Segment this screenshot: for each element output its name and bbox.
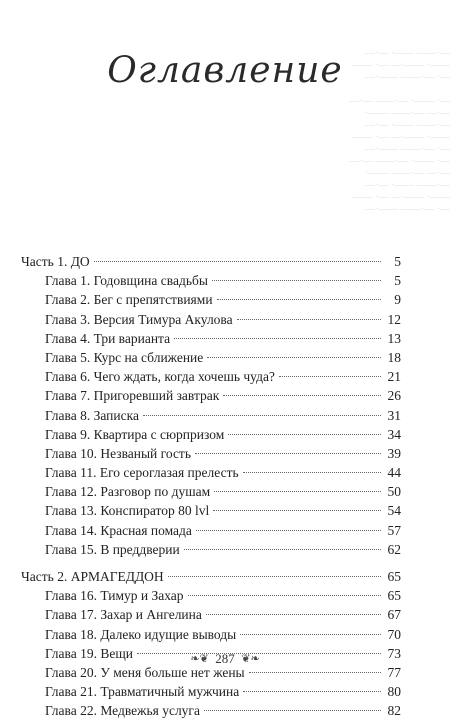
toc-chapter-entry xyxy=(21,605,401,624)
toc-entry-title: Глава 16. Тимур и Захар xyxy=(45,588,184,604)
toc-entry-title: Глава 18. Далеко идущие выводы xyxy=(45,626,237,642)
toc-entry-title: Глава 15. В преддверии xyxy=(45,541,180,557)
toc-entry-title: Глава 10. Незваный гость xyxy=(45,445,191,461)
toc-leader-dots xyxy=(196,530,381,531)
toc-leader-dots xyxy=(249,672,381,673)
toc-leader-dots xyxy=(168,576,381,577)
toc-entry-title: Глава 17. Захар и Ангелина xyxy=(45,607,202,623)
toc-leader-dots xyxy=(204,710,381,711)
toc-entry-page: 26 xyxy=(387,388,401,404)
toc-entry-title: Глава 12. Разговор по душам xyxy=(45,484,211,500)
toc-entry-page: 80 xyxy=(387,684,401,700)
toc-entry-page: 50 xyxy=(387,484,401,500)
toc-leader-dots xyxy=(240,634,381,635)
toc-entry-page: 9 xyxy=(394,292,401,308)
toc-entry-page: 77 xyxy=(387,664,401,680)
toc-entry-page: 12 xyxy=(387,311,401,327)
page-footer xyxy=(0,651,450,667)
toc-chapter-entry xyxy=(21,348,401,367)
toc-entry-title: Глава 3. Версия Тимура Акулова xyxy=(45,311,233,327)
toc-entry-title: Глава 6. Чего ждать, когда хочешь чуда? xyxy=(45,369,275,385)
toc-chapter-entry xyxy=(21,271,401,290)
toc-leader-dots xyxy=(223,395,381,396)
toc-entry-title: Глава 14. Красная помада xyxy=(45,522,192,538)
toc-chapter-entry xyxy=(21,329,401,348)
toc-entry-page: 73 xyxy=(387,645,401,661)
toc-leader-dots xyxy=(237,319,381,320)
toc-chapter-entry xyxy=(21,701,401,720)
toc-entry-title: Глава 13. Конспиратор 80 lvl xyxy=(45,503,210,519)
toc-entry-page: 65 xyxy=(387,569,401,584)
toc-entry-page: 65 xyxy=(387,588,401,604)
toc-leader-dots xyxy=(174,338,381,339)
toc-leader-dots xyxy=(243,472,381,473)
toc-entry-page: 39 xyxy=(387,445,401,461)
toc-chapter-entry xyxy=(21,586,401,605)
toc-entry-title: Глава 5. Курс на сближение xyxy=(45,349,204,365)
toc-entry-title: Глава 22. Медвежья услуга xyxy=(45,703,200,719)
toc-entry-title: Глава 9. Квартира с сюрпризом xyxy=(45,426,225,442)
toc-leader-dots xyxy=(279,376,381,377)
toc-leader-dots xyxy=(217,299,381,300)
toc-leader-dots xyxy=(212,280,381,281)
toc-entry-title: Глава 11. Его сероглазая прелесть xyxy=(45,465,239,481)
toc-entry-page: 44 xyxy=(387,465,401,481)
toc-chapter-entry xyxy=(21,310,401,329)
toc-leader-dots xyxy=(184,549,381,550)
toc-chapter-entry xyxy=(21,444,401,463)
toc-entry-title: Глава 4. Три варианта xyxy=(45,330,171,346)
toc-leader-dots xyxy=(214,491,381,492)
toc-entry-page: 18 xyxy=(387,349,401,365)
toc-entry-page: 70 xyxy=(387,626,401,642)
toc-entry-page: 21 xyxy=(387,369,401,385)
toc-entry-title: Глава 19. Вещи xyxy=(45,645,133,661)
toc-entry-page: 13 xyxy=(387,330,401,346)
toc-entry-title: Глава 1. Годовщина свадьбы xyxy=(45,273,208,289)
toc-chapter-entry xyxy=(21,463,401,482)
toc-chapter-entry xyxy=(21,540,401,559)
toc-entry-title: Глава 8. Записка xyxy=(45,407,139,423)
toc-leader-dots xyxy=(228,434,381,435)
toc-leader-dots xyxy=(206,614,381,615)
toc-entry-title: Глава 2. Бег с препятствиями xyxy=(45,292,213,308)
toc-entry-page: 31 xyxy=(387,407,401,423)
ornament-icon: ❦❧ xyxy=(241,653,260,665)
toc-chapter-entry xyxy=(21,425,401,444)
toc-entry-page: 34 xyxy=(387,426,401,442)
toc-leader-dots xyxy=(195,453,381,454)
toc-leader-dots xyxy=(188,595,381,596)
toc-entry-page: 54 xyxy=(387,503,401,519)
toc-entry-title: Часть 1. ДО xyxy=(21,254,90,269)
toc-chapter-entry xyxy=(21,682,401,701)
show-through-text: —·— ·—— ——·— —— ·— —·—— ·—— —·—— ——·— ·— —·— ——·— ·—— ·— ·—— ——·— —·— —·— ·—— ——·— —— ·— —·—— ·—— —·—— ——·— ·— —·— ——·— ·—— ·— ·—— ——·— —·— —·— ·—— ——·— —— ·— —·—— ·—— —·—— ——·— ·— xyxy=(349,48,450,215)
toc-entry-title: Глава 7. Пригоревший завтрак xyxy=(45,388,220,404)
toc-entry-page: 5 xyxy=(394,254,401,269)
toc-chapter-entry xyxy=(21,406,401,425)
toc-chapter-entry xyxy=(21,482,401,501)
toc-part-entry xyxy=(21,567,401,586)
toc-chapter-entry xyxy=(21,386,401,405)
toc-entry-title: Глава 20. У меня больше нет жены xyxy=(45,664,245,680)
toc-entry-page: 5 xyxy=(394,273,401,289)
toc-chapter-entry xyxy=(21,367,401,386)
ornament-icon: ❧❦ xyxy=(190,653,209,665)
toc-chapter-entry xyxy=(21,290,401,309)
toc-part-entry xyxy=(21,252,401,271)
page-number: 287 xyxy=(215,651,235,666)
toc-leader-dots xyxy=(207,357,381,358)
toc-entry-page: 67 xyxy=(387,607,401,623)
toc-leader-dots xyxy=(213,510,381,511)
toc-chapter-entry xyxy=(21,501,401,520)
toc-chapter-entry xyxy=(21,625,401,644)
toc-entry-page: 62 xyxy=(387,541,401,557)
toc-chapter-entry xyxy=(21,521,401,540)
toc-entry-title: Часть 2. АРМАГЕДДОН xyxy=(21,569,164,584)
toc-leader-dots xyxy=(243,691,381,692)
toc-entry-title: Глава 21. Травматичный мужчина xyxy=(45,684,240,700)
toc-leader-dots xyxy=(143,415,381,416)
page-title: Оглавление xyxy=(107,50,343,91)
toc-entry-page: 82 xyxy=(387,703,401,719)
toc-leader-dots xyxy=(94,261,381,262)
toc-entry-page: 57 xyxy=(387,522,401,538)
